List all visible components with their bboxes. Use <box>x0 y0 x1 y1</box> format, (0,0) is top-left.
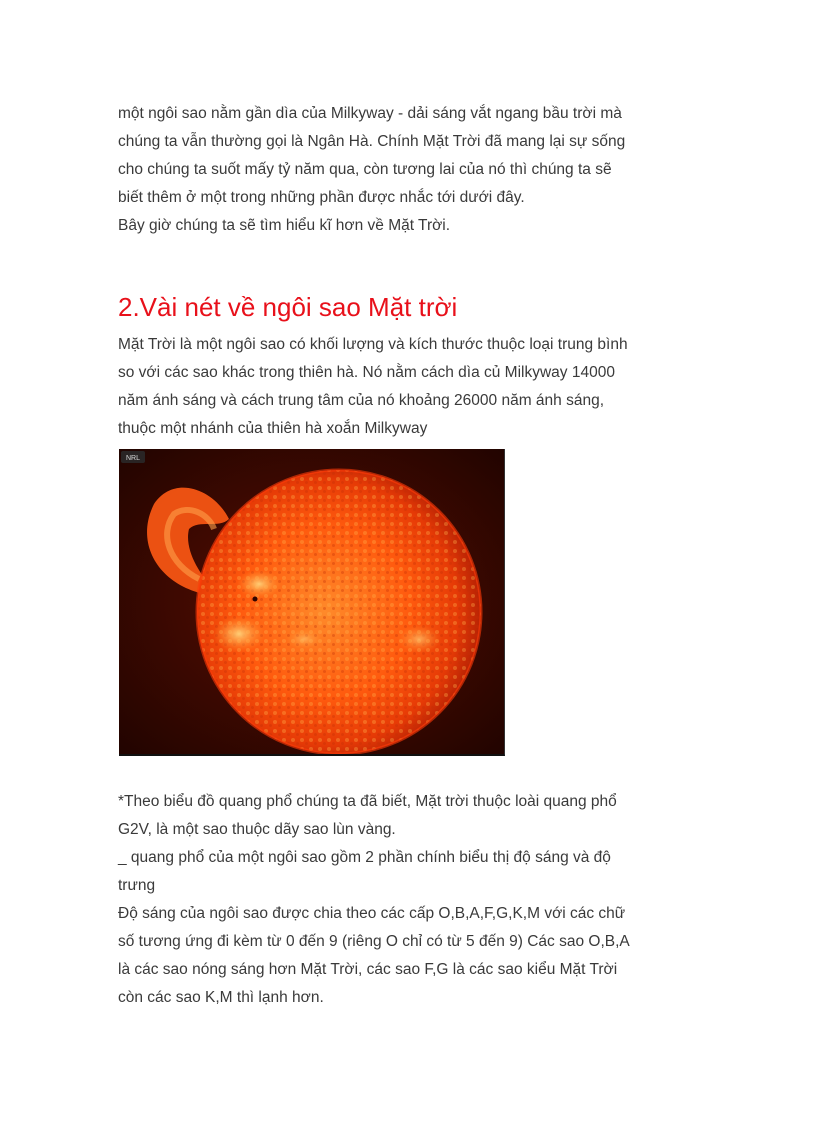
sun-illustration <box>119 449 504 754</box>
text-line: cho chúng ta suốt mấy tỷ năm qua, còn tương lai của nó thì chúng ta sẽ <box>118 161 612 178</box>
text-line: một ngôi sao nằm gần dìa của Milkyway - dải sáng vắt ngang bầu trời mà <box>118 105 622 122</box>
text-line: năm ánh sáng và cách trung tâm của nó khoảng 26000 năm ánh sáng, <box>118 392 605 409</box>
text-line: Độ sáng của ngôi sao được chia theo các cấp O,B,A,F,G,K,M với các chữ <box>118 905 626 922</box>
sun-description-paragraph <box>118 331 698 443</box>
text-line: G2V, là một sao thuộc dãy sao lùn vàng. <box>118 821 396 838</box>
section-heading: 2.Vài nét về ngôi sao Mặt trời <box>118 292 458 322</box>
text-line: _ quang phổ của một ngôi sao gồm 2 phần chính biểu thị độ sáng và độ <box>118 849 611 866</box>
text-line: *Theo biểu đồ quang phổ chúng ta đã biết, Mặt trời thuộc loài quang phổ <box>118 793 617 810</box>
text-line: là các sao nóng sáng hơn Mặt Trời, các sao F,G là các sao kiểu Mặt Trời <box>118 961 618 978</box>
text-line: thuộc một nhánh của thiên hà xoắn Milkyway <box>118 420 428 437</box>
sun-image <box>119 449 505 756</box>
image-logo: NRL <box>125 455 141 462</box>
text-line: Mặt Trời là một ngôi sao có khối lượng và kích thước thuộc loại trung bình <box>118 336 628 353</box>
spectrum-paragraph <box>118 788 698 1012</box>
text-line: so với các sao khác trong thiên hà. Nó nằm cách dìa củ Milkyway 14000 <box>118 364 615 381</box>
text-line: Bây giờ chúng ta sẽ tìm hiểu kĩ hơn về Mặt Trời. <box>118 217 451 234</box>
text-line: số tương ứng đi kèm từ 0 đến 9 (riêng O chỉ có từ 5 đến 9) Các sao O,B,A <box>118 933 630 950</box>
text-line: còn các sao K,M thì lạnh hơn. <box>118 989 324 1006</box>
text-line: trưng <box>118 877 156 894</box>
text-line: chúng ta vẫn thường gọi là Ngân Hà. Chính Mặt Trời đã mang lại sự sống <box>118 133 626 150</box>
text-line: biết thêm ở một trong những phần được nhắc tới dưới đây. <box>118 189 525 206</box>
intro-paragraph <box>118 100 698 240</box>
